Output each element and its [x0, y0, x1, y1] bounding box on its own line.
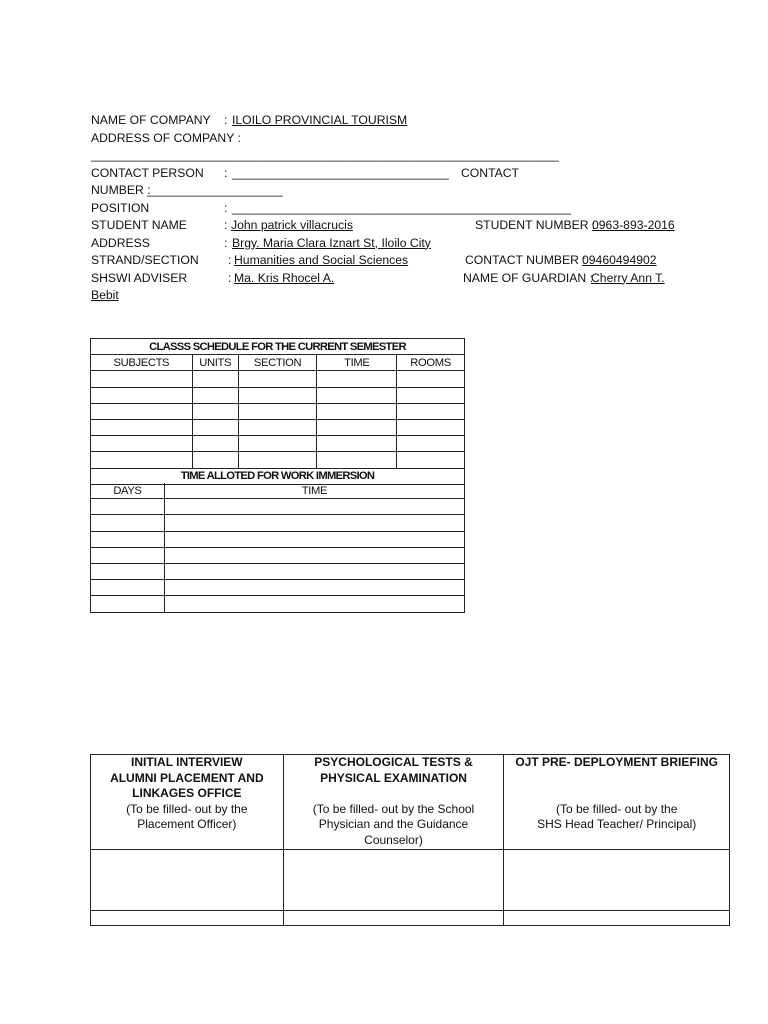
colon: : [228, 253, 232, 267]
schedule-cell[interactable] [397, 403, 465, 419]
schedule-cell[interactable] [238, 387, 317, 403]
contact-number-student-label: CONTACT NUMBER : [465, 253, 586, 267]
schedule-cell[interactable] [91, 387, 193, 403]
immersion-time-cell[interactable] [164, 531, 464, 547]
interview-note-1: (To be filled- out by the [126, 801, 248, 816]
ojt-note-2: SHS Head Teacher/ Principal) [537, 817, 697, 831]
company-address-row [91, 130, 691, 148]
colon: : [224, 235, 228, 250]
company-student-info [91, 112, 691, 305]
address-row [91, 235, 691, 253]
adviser-value[interactable]: Ma. Kris Rhocel A. [234, 270, 335, 285]
immersion-day-cell[interactable] [91, 499, 165, 515]
schedule-cell[interactable] [192, 387, 238, 403]
immersion-day-cell[interactable] [91, 596, 165, 612]
interview-signature-box[interactable] [91, 850, 284, 911]
schedule-cell[interactable] [91, 452, 193, 468]
immersion-row [91, 531, 465, 547]
contact-person-blank[interactable]: ________________________________ [232, 165, 449, 180]
schedule-cell[interactable] [397, 452, 465, 468]
immersion-header-row [91, 483, 465, 499]
company-name-label: NAME OF COMPANY [91, 113, 211, 127]
immersion-table [90, 483, 465, 613]
company-name-row [91, 112, 691, 130]
adviser-continued-row [91, 287, 691, 305]
immersion-time-cell[interactable] [164, 580, 464, 596]
schedule-row [91, 403, 465, 419]
address-value[interactable]: Brgy. Maria Clara Iznart St, Iloilo City [232, 235, 431, 250]
schedule-cell[interactable] [192, 371, 238, 387]
adviser-label: SHSWI ADVISER [91, 270, 188, 285]
header-subjects: SUBJECTS [91, 355, 193, 371]
schedule-row [91, 371, 465, 387]
schedule-cell[interactable] [238, 371, 317, 387]
interview-title-1: INITIAL INTERVIEW [131, 755, 243, 769]
header-immersion-time: TIME [164, 483, 464, 499]
colon: : [224, 113, 228, 127]
header-rooms: ROOMS [397, 355, 465, 371]
immersion-time-cell[interactable] [164, 563, 464, 579]
signoff-header-ojt [504, 755, 730, 850]
immersion-title: TIME ALLOTED FOR WORK IMMERSION [91, 468, 465, 484]
schedule-row [91, 387, 465, 403]
guardian-value[interactable]: Cherry Ann T. [591, 270, 665, 285]
schedule-cell[interactable] [238, 452, 317, 468]
schedule-cell[interactable] [317, 452, 397, 468]
student-name-row [91, 217, 691, 235]
immersion-time-cell[interactable] [164, 596, 464, 612]
schedule-cell[interactable] [397, 436, 465, 452]
schedule-cell[interactable] [397, 387, 465, 403]
schedule-row [91, 419, 465, 435]
psych-title-1: PSYCHOLOGICAL TESTS & [314, 755, 473, 769]
schedule-cell[interactable] [317, 436, 397, 452]
schedule-cell[interactable] [238, 436, 317, 452]
colon: : [228, 270, 232, 285]
position-blank[interactable]: __________________________________________________ [232, 200, 571, 215]
interview-title-3: LINKAGES OFFICE [132, 786, 242, 800]
interview-note-2: Placement Officer) [137, 817, 237, 831]
spacer [284, 786, 504, 802]
student-name-value[interactable]: John patrick villacrucis [231, 218, 353, 232]
ojt-signature-box[interactable] [504, 850, 730, 911]
strand-label: STRAND/SECTION [91, 253, 199, 267]
header-section: SECTION [238, 355, 317, 371]
psych-note-3: Counselor) [364, 832, 423, 847]
company-name-value[interactable]: ILOILO PROVINCIAL TOURISM [232, 113, 408, 127]
schedule-row [91, 436, 465, 452]
schedule-cell[interactable] [317, 403, 397, 419]
psych-note-1: (To be filled- out by the School [312, 801, 475, 816]
schedule-cell[interactable] [397, 371, 465, 387]
immersion-time-cell[interactable] [164, 499, 464, 515]
immersion-row [91, 515, 465, 531]
class-schedule-table [90, 338, 465, 485]
immersion-day-cell[interactable] [91, 531, 165, 547]
schedule-cell[interactable] [317, 387, 397, 403]
psych-title-2: PHYSICAL EXAMINATION [320, 770, 467, 785]
schedule-cell[interactable] [192, 436, 238, 452]
schedule-cell[interactable] [238, 403, 317, 419]
signoff-table [90, 754, 730, 926]
immersion-day-cell[interactable] [91, 563, 165, 579]
immersion-row [91, 596, 465, 612]
schedule-cell[interactable] [91, 436, 193, 452]
schedule-title-row [91, 339, 465, 355]
immersion-time-cell[interactable] [164, 547, 464, 563]
schedule-cell[interactable] [91, 403, 193, 419]
schedule-cell[interactable] [317, 371, 397, 387]
schedule-cell[interactable] [397, 419, 465, 435]
immersion-day-cell[interactable] [91, 515, 165, 531]
contact-person-row [91, 165, 691, 183]
colon: : [224, 200, 228, 215]
header-time: TIME [317, 355, 397, 371]
immersion-row [91, 547, 465, 563]
schedule-cell[interactable] [91, 371, 193, 387]
schedule-cell[interactable] [192, 452, 238, 468]
schedule-cell[interactable] [317, 419, 397, 435]
interview-title-2: ALUMNI PLACEMENT AND [110, 770, 264, 785]
schedule-title: CLASSS SCHEDULE FOR THE CURRENT SEMESTER [91, 339, 465, 355]
company-address-blank-row [91, 147, 691, 165]
student-number-value[interactable]: 0963-893-2016 [592, 218, 675, 232]
header-units: UNITS [192, 355, 238, 371]
address-label: ADDRESS [91, 235, 150, 250]
immersion-row [91, 499, 465, 515]
interview-date-box[interactable] [91, 911, 284, 926]
ojt-note-1: (To be filled- out by the [555, 801, 678, 816]
company-address-label: ADDRESS OF COMPANY : [91, 130, 241, 145]
guardian-value-continued[interactable]: Bebit [91, 288, 119, 302]
position-label: POSITION [91, 200, 150, 215]
schedule-header-row [91, 355, 465, 371]
contact-number-student-value[interactable]: 09460494902 [582, 253, 657, 267]
student-number-label: STUDENT NUMBER : [475, 218, 596, 232]
student-name-label: STUDENT NAME [91, 218, 187, 232]
immersion-time-cell[interactable] [164, 515, 464, 531]
adviser-row [91, 270, 691, 288]
signoff-date-row [91, 911, 730, 926]
position-row [91, 200, 691, 218]
immersion-row [91, 563, 465, 579]
psych-date-box[interactable] [283, 911, 504, 926]
signoff-header-interview [91, 755, 284, 850]
immersion-row [91, 580, 465, 596]
colon: : [224, 218, 228, 232]
contact-number-label: NUMBER : [91, 183, 151, 197]
ojt-date-box[interactable] [504, 911, 730, 926]
strand-value[interactable]: Humanities and Social Sciences [234, 253, 409, 267]
immersion-day-cell[interactable] [91, 547, 165, 563]
immersion-day-cell[interactable] [91, 580, 165, 596]
contact-person-label: CONTACT PERSON [91, 165, 204, 180]
signoff-signature-row [91, 850, 730, 911]
schedule-cell[interactable] [192, 403, 238, 419]
contact-number-row [91, 182, 691, 200]
immersion-title-row [91, 468, 465, 484]
contact-word: CONTACT [461, 165, 519, 180]
psych-note-2: Physician and the Guidance [318, 817, 469, 831]
guardian-label: NAME OF GUARDIAN : [463, 270, 594, 285]
header-days: DAYS [91, 483, 165, 499]
company-address-blank[interactable]: _____________________________________________________________________ [91, 148, 559, 162]
schedule-cell[interactable] [192, 419, 238, 435]
spacer [504, 771, 729, 802]
ojt-title-1: OJT PRE- DEPLOYMENT BRIEFING [515, 755, 719, 769]
signoff-header-row [91, 755, 730, 850]
colon: : [224, 165, 228, 180]
psych-signature-box[interactable] [283, 850, 504, 911]
schedule-cell[interactable] [238, 419, 317, 435]
schedule-row [91, 452, 465, 468]
strand-row [91, 252, 691, 270]
contact-number-blank[interactable]: ____________________ [147, 183, 283, 197]
schedule-cell[interactable] [91, 419, 193, 435]
signoff-header-psych [283, 755, 504, 850]
